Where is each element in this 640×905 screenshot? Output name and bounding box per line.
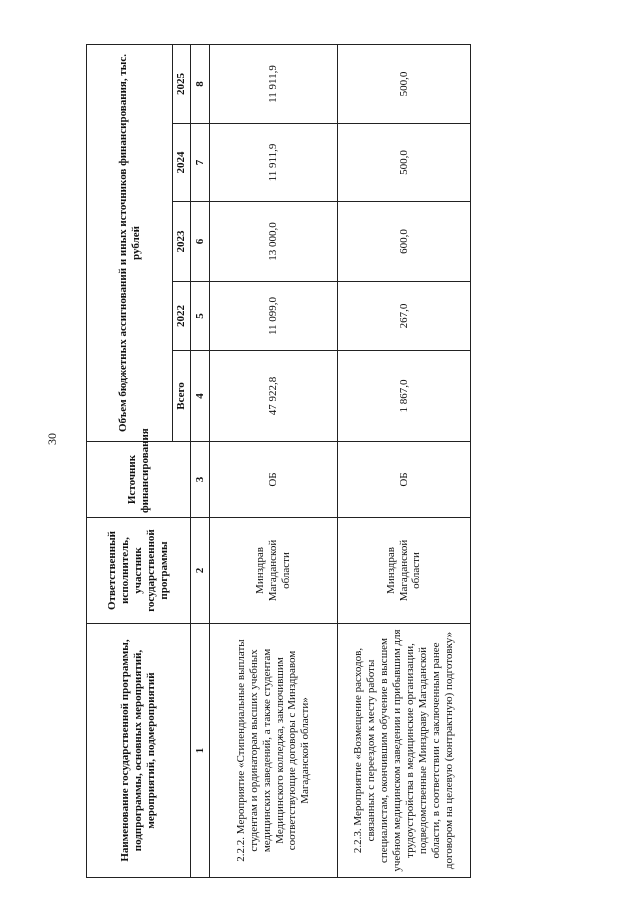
- row-executor: Минздрав Магаданской области: [210, 518, 338, 624]
- table-row: [338, 44, 471, 877]
- row-2025: 500,0: [338, 44, 471, 123]
- column-number-4: 4: [191, 351, 210, 442]
- row-total: 1 867,0: [338, 351, 471, 442]
- row-funding-source: ОБ: [338, 442, 471, 518]
- row-2022: 11 099,0: [210, 282, 338, 351]
- column-number-5: 5: [191, 282, 210, 351]
- row-total: 47 922,8: [210, 351, 338, 442]
- header-year-2025: 2025: [173, 44, 191, 123]
- budget-table: [86, 44, 471, 878]
- header-program-name: Наименование государственной программы, подпрограммы, основных мероприятий, мероприятий, подмероприятий: [87, 624, 191, 878]
- row-program-name: 2.2.2. Мероприятие «Стипендиальные выплаты студентам и ординаторам высших учебных медицинских заведений, а также студентам Медицинского колледжа, заключившим соответствующие договоры с Минздравом Магаданской области»: [210, 624, 338, 878]
- page-number: 30: [45, 433, 59, 445]
- row-executor: Минздрав Магаданской области: [338, 518, 471, 624]
- table-row: [210, 44, 338, 877]
- header-year-2024: 2024: [173, 124, 191, 202]
- column-number-7: 7: [191, 124, 210, 202]
- header-funding-volume: Объем бюджетных ассигнований и иных источников финансирования, тыс. рублей: [87, 44, 173, 441]
- column-number-8: 8: [191, 44, 210, 123]
- header-executor: Ответственный исполнитель, участник государственной программы: [87, 518, 191, 624]
- header-year-2023: 2023: [173, 202, 191, 282]
- column-number-3: 3: [191, 442, 210, 518]
- row-2023: 600,0: [338, 202, 471, 282]
- column-number-2: 2: [191, 518, 210, 624]
- header-year-2022: 2022: [173, 282, 191, 351]
- column-number-1: 1: [191, 624, 210, 878]
- budget-table-rotated: [86, 45, 471, 878]
- row-2023: 13 000,0: [210, 202, 338, 282]
- row-funding-source: ОБ: [210, 442, 338, 518]
- header-total: Всего: [173, 351, 191, 442]
- row-2024: 500,0: [338, 124, 471, 202]
- header-funding-source: Источник финансирования: [87, 442, 191, 518]
- column-number-6: 6: [191, 202, 210, 282]
- row-2025: 11 911,9: [210, 44, 338, 123]
- row-program-name: 2.2.3. Мероприятие «Возмещение расходов, связанных с переездом к месту работы специалистам, окончившим обучение в высшем учебном медицинском заведении и прибывшим для трудоустройства в медицинские организации, подведомственные Минздраву Магаданской области, в соответствии с заключенным ранее договором на целевую (контрактную) подготовку»: [338, 624, 471, 878]
- row-2022: 267,0: [338, 282, 471, 351]
- row-2024: 11 911,9: [210, 124, 338, 202]
